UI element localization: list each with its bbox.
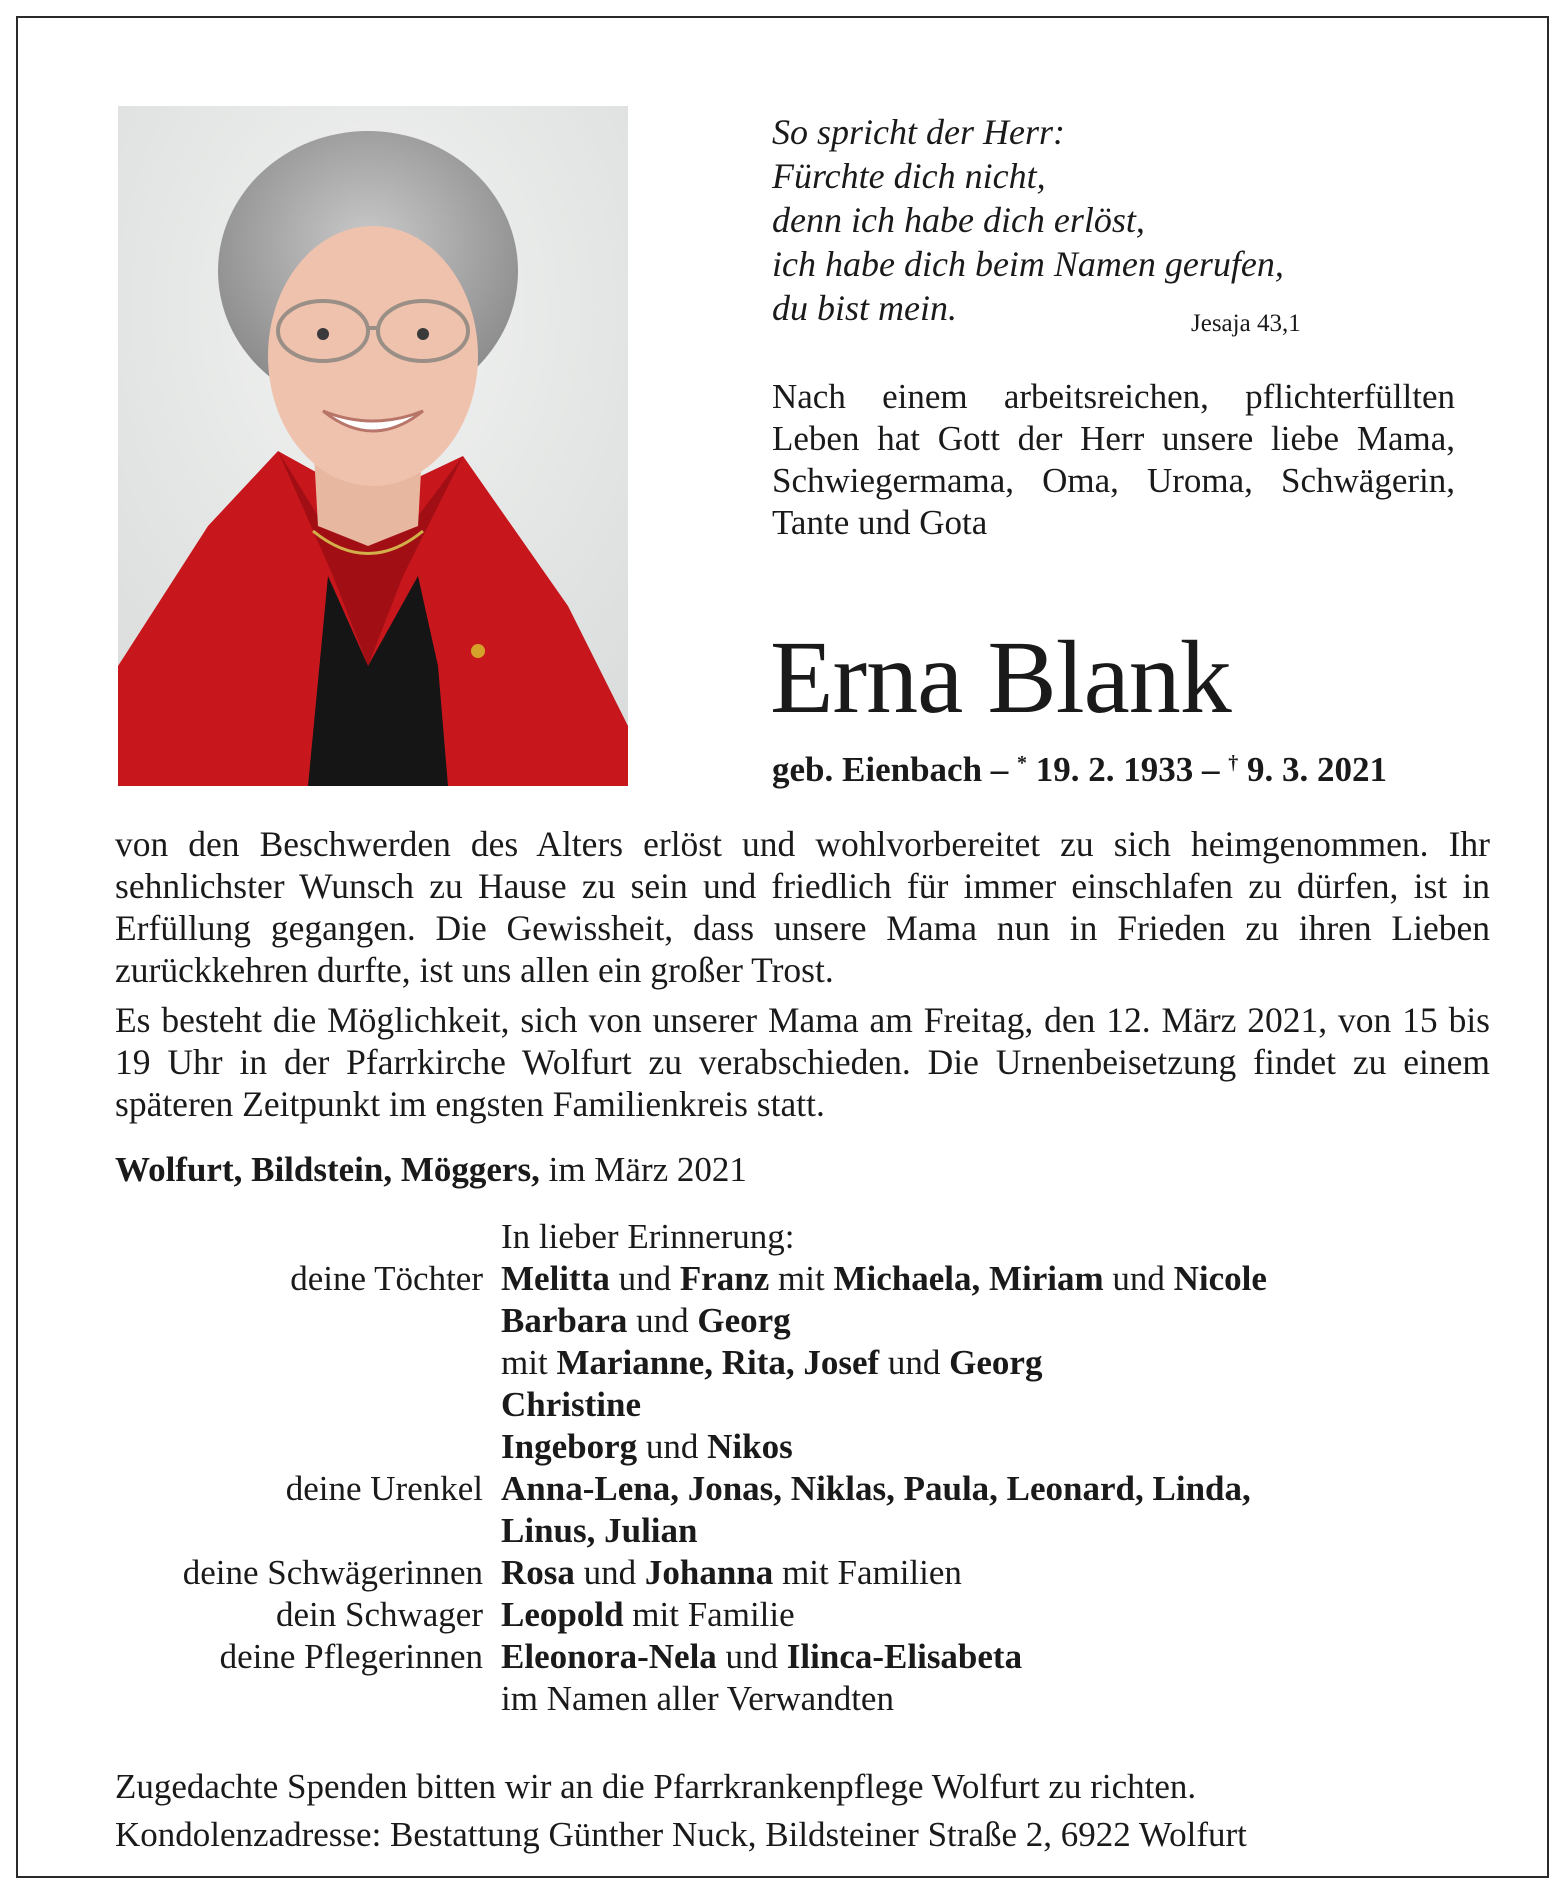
mourner-name: Barbara bbox=[501, 1301, 628, 1340]
mourner-row bbox=[78, 1258, 1498, 1300]
bible-verse bbox=[772, 110, 1472, 330]
mourner-name: Nikos bbox=[707, 1427, 793, 1466]
mourner-name: Leopold bbox=[501, 1595, 624, 1634]
mourners-list bbox=[78, 1216, 1498, 1720]
mourner-row bbox=[78, 1300, 1498, 1342]
mourner-name: Georg bbox=[697, 1301, 791, 1340]
footer bbox=[115, 1763, 1495, 1859]
mourner-name: Christine bbox=[501, 1385, 641, 1424]
life-dates bbox=[772, 750, 1387, 790]
mourner-name: Johanna bbox=[644, 1553, 774, 1592]
mourner-names bbox=[501, 1384, 641, 1426]
obituary-card bbox=[16, 16, 1549, 1878]
relation-label bbox=[78, 1300, 501, 1342]
mourner-row bbox=[78, 1594, 1498, 1636]
connector-text: und bbox=[627, 1301, 698, 1340]
mourner-row bbox=[78, 1426, 1498, 1468]
mourner-name: Franz bbox=[679, 1259, 770, 1298]
death-cross-symbol: † bbox=[1228, 752, 1239, 774]
mourner-name: Nicole bbox=[1173, 1259, 1267, 1298]
mourner-row bbox=[78, 1552, 1498, 1594]
connector-text: mit Familien bbox=[773, 1553, 962, 1592]
birth-star-symbol: * bbox=[1017, 752, 1028, 774]
mourners-heading-row bbox=[78, 1216, 1498, 1258]
birth-date: 19. 2. 1933 bbox=[1027, 750, 1194, 789]
mourner-names bbox=[501, 1468, 1251, 1510]
place-date: im März 2021 bbox=[539, 1150, 747, 1189]
relation-label bbox=[78, 1426, 501, 1468]
mourner-names bbox=[501, 1342, 1042, 1384]
relation-label bbox=[78, 1678, 501, 1720]
mourner-name: Melitta bbox=[501, 1259, 610, 1298]
verse-line: Fürchte dich nicht, bbox=[772, 156, 1046, 196]
connector-text: im Namen aller Verwandten bbox=[501, 1679, 894, 1718]
donations-note: Zugedachte Spenden bitten wir an die Pfarrkrankenpflege Wolfurt zu richten. bbox=[115, 1767, 1197, 1806]
mourner-row bbox=[78, 1342, 1498, 1384]
mourner-names bbox=[501, 1258, 1267, 1300]
mourner-name: Eleonora-Nela bbox=[501, 1637, 717, 1676]
relation-label: dein Schwager bbox=[275, 1595, 483, 1634]
mourner-row bbox=[78, 1636, 1498, 1678]
connector-text: und bbox=[1103, 1259, 1174, 1298]
relation-label: deine Töchter bbox=[290, 1259, 483, 1298]
verse-reference: Jesaja 43,1 bbox=[1191, 310, 1301, 337]
mourner-name: Linus, Julian bbox=[501, 1511, 698, 1550]
portrait-photo bbox=[118, 106, 628, 786]
mourner-row bbox=[78, 1468, 1498, 1510]
connector-text: und bbox=[574, 1553, 645, 1592]
mourner-row bbox=[78, 1678, 1498, 1720]
relation-label: deine Pflegerinnen bbox=[219, 1637, 483, 1676]
mourner-names bbox=[501, 1552, 962, 1594]
mourner-name: Rosa bbox=[501, 1553, 575, 1592]
mourner-row bbox=[78, 1384, 1498, 1426]
connector-text: mit bbox=[769, 1259, 834, 1298]
mourner-names bbox=[501, 1678, 894, 1720]
verse-line: ich habe dich beim Namen gerufen, bbox=[772, 244, 1284, 284]
mourner-row bbox=[78, 1510, 1498, 1552]
mourner-names bbox=[501, 1510, 698, 1552]
mourner-names bbox=[501, 1594, 795, 1636]
connector-text: und bbox=[716, 1637, 787, 1676]
relation-label bbox=[78, 1510, 501, 1552]
connector-text: und bbox=[879, 1343, 950, 1382]
verse-line: denn ich habe dich erlöst, bbox=[772, 200, 1145, 240]
body-paragraph: Es besteht die Möglichkeit, sich von unserer Mama am Freitag, den 12. März 2021, von 15 bis 19 Uhr in der Pfarrkirche Wolfurt zu verabschieden. Die Urnenbeisetzung findet zu einem späteren Zeitpunkt im engsten Familienkreis statt. bbox=[115, 1000, 1490, 1124]
mourner-name: Georg bbox=[949, 1343, 1043, 1382]
mourner-name: Michaela, Miriam bbox=[833, 1259, 1104, 1298]
mourner-names bbox=[501, 1300, 791, 1342]
obituary-body bbox=[115, 823, 1490, 1133]
relation-label bbox=[78, 1342, 501, 1384]
mourner-name: Marianne, Rita, Josef bbox=[556, 1343, 880, 1382]
dash: – bbox=[1193, 750, 1229, 789]
connector-text: mit bbox=[501, 1343, 557, 1382]
relation-label bbox=[78, 1384, 501, 1426]
intro-text: Nach einem arbeitsreichen, pflichterfüllten Leben hat Gott der Herr unsere liebe Mama, Schwiegermama, Oma, Uroma, Schwägerin, Tante und Gota bbox=[772, 377, 1455, 542]
relation-label: deine Urenkel bbox=[285, 1469, 483, 1508]
verse-line: So spricht der Herr: bbox=[772, 112, 1065, 152]
portrait-image bbox=[118, 106, 628, 786]
mourner-name: Anna-Lena, Jonas, Niklas, Paula, Leonard, Linda, bbox=[501, 1469, 1251, 1508]
deceased-name: Erna Blank bbox=[770, 620, 1231, 735]
mourner-name: Ilinca-Elisabeta bbox=[786, 1637, 1023, 1676]
connector-text: und bbox=[637, 1427, 708, 1466]
mourner-name: Ingeborg bbox=[501, 1427, 638, 1466]
body-paragraph: von den Beschwerden des Alters erlöst und wohlvorbereitet zu sich heimgenommen. Ihr sehnlichster Wunsch zu Hause zu sein und friedlich für immer einschlafen zu dürfen, ist in Erfüllung gegangen. Die Gewissheit, dass unsere Mama nun in Frieden zu ihren Lieben zurückkehren durfte, ist uns allen ein großer Trost. bbox=[115, 824, 1490, 990]
birth-name: geb. Eienbach bbox=[772, 750, 983, 789]
mourners-heading: In lieber Erinnerung: bbox=[501, 1217, 795, 1256]
dash: – bbox=[982, 750, 1018, 789]
death-date: 9. 3. 2021 bbox=[1238, 750, 1388, 789]
connector-text: und bbox=[609, 1259, 680, 1298]
relation-label: deine Schwägerinnen bbox=[182, 1553, 483, 1592]
condolence-address: Kondolenzadresse: Bestattung Günther Nuck, Bildsteiner Straße 2, 6922 Wolfurt bbox=[115, 1815, 1247, 1854]
verse-line: du bist mein. bbox=[772, 288, 957, 328]
mourner-names bbox=[501, 1636, 1022, 1678]
place-towns: Wolfurt, Bildstein, Möggers, bbox=[115, 1150, 540, 1189]
place-date-line bbox=[115, 1150, 747, 1190]
mourner-names bbox=[501, 1426, 793, 1468]
connector-text: mit Familie bbox=[623, 1595, 795, 1634]
